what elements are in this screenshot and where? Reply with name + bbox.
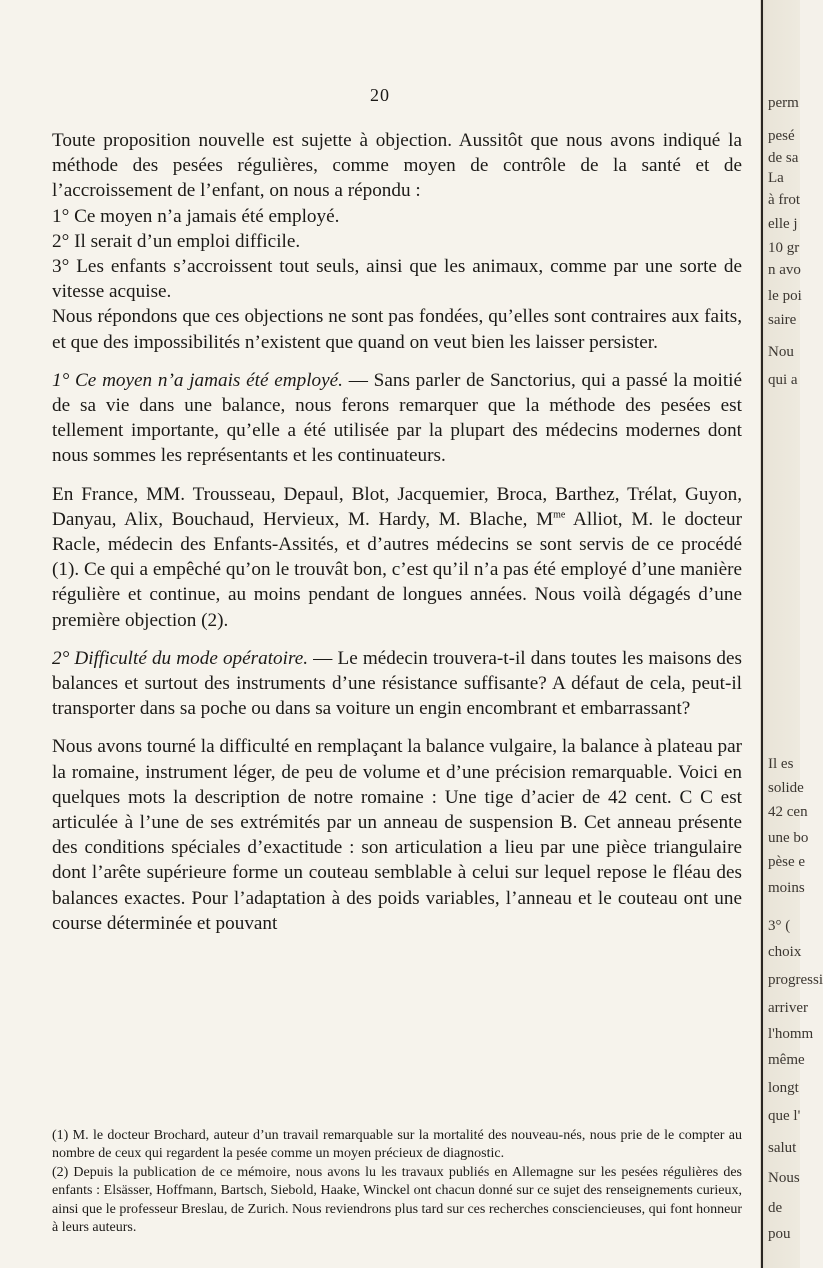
gutter-fragment: solide [768, 780, 804, 796]
gutter-fragment: 10 gr [768, 240, 800, 256]
france-text-a: En France, MM. Trousseau, Depaul, Blot, Jacquemier, Broca, Barthez, Trélat, Guyon, Danyau, Alix, Bouchaud, Hervieux, M. Hardy, M. Blache, M [52, 483, 742, 530]
gutter-fragment: arriver [768, 1000, 808, 1016]
gutter-fragment: La [768, 170, 784, 186]
gutter-fragment: une bo [768, 830, 809, 846]
footnotes [52, 1127, 742, 1237]
gutter-fragment: même [768, 1052, 805, 1068]
france-paragraph [52, 482, 742, 633]
gutter-fragment: Nou [768, 344, 794, 360]
gutter-fragment: de [768, 1200, 783, 1216]
gutter-fragment: elle j [768, 216, 798, 232]
intro-paragraph: Toute proposition nouvelle est sujette à objection. Aussitôt que nous avons indiqué la méthode des pesées régulières, comme moyen de contrôle de la santé et de l’accroissement de l’enfant, on nous a répondu : [52, 130, 742, 202]
gutter-fragment: saire [768, 312, 797, 328]
section-1-heading: 1° Ce moyen n’a jamais été employé. [52, 369, 343, 391]
gutter-fragment: Il es [768, 756, 794, 772]
objection-1: 1° Ce moyen n’a jamais été employé. [52, 205, 340, 227]
gutter-fragment: que l' [768, 1108, 801, 1124]
section-2-heading: 2° Difficulté du mode opératoire. [52, 647, 309, 669]
gutter-fragment: n avo [768, 262, 801, 278]
gutter-fragment: Nous [768, 1170, 800, 1186]
adjacent-page-edge [760, 0, 823, 1268]
gutter-fragment: longt [768, 1080, 799, 1096]
page-number: 20 [370, 85, 390, 105]
gutter-fragment: 42 cen [768, 804, 808, 820]
gutter-fragment: salut [768, 1140, 797, 1156]
france-superscript: me [553, 509, 566, 521]
france-text-b: Alliot, M. le docteur Racle, médecin des Enfants-Assités, et d’autres médecins se sont servis de ce procédé (1). Ce qui a empêché qu’on le trouvât bon, c’est qu’il n’a pas été employé d’une manière régulière et continue, au moins pendant de longues années. Nous voilà dégagés d’une première objection (2). [52, 508, 742, 631]
binding-line [761, 0, 763, 1268]
footnote-1: (1) M. le docteur Brochard, auteur d’un travail remarquable sur la mortalité des nouveau-nés, nous prie de le compter au nombre de ceux qui regardent la pesée comme un moyen précieux de diagnostic. [52, 1128, 742, 1162]
gutter-fragment: pesé [768, 128, 795, 144]
gutter-fragment: l'homm [768, 1026, 814, 1042]
objection-3: 3° Les enfants s’accroissent tout seuls, ainsi que les animaux, comme par une sorte de vitesse acquise. [52, 256, 742, 303]
objection-2: 2° Il serait d’un emploi difficile. [52, 230, 301, 252]
section-1-paragraph [52, 368, 742, 469]
gutter-fragment: 3° ( [768, 918, 791, 934]
gutter-fragment: pou [768, 1226, 791, 1242]
reply-paragraph: Nous répondons que ces objections ne sont pas fondées, qu’elles sont contraires aux faits, et que des impossibilités n’existent que quand on veut bien les laisser persister. [52, 306, 742, 353]
gutter-fragment: qui a [768, 372, 798, 388]
footnote-2: (2) Depuis la publication de ce mémoire, nous avons lu les travaux publiés en Allemagne sur les pesées régulières des enfants : Elsässer, Hoffmann, Bartsch, Siebold, Haake, Winckel ont chacun donné sur ce sujet des renseignements curieux, ainsi que le professeur Breslau, de Zurich. Nous reviendrons plus tard sur ces recherches consciencieuses, qui font honneur à leurs auteurs. [52, 1164, 742, 1236]
body-text [52, 128, 742, 936]
section-2-text: — Le médecin trouvera-t-il dans toutes les maisons des balances et surtout des instruments d’une résistance suffisante? A défaut de cela, peut-il transporter dans sa poche ou dans sa voiture un engin encombrant et embarrassant? [52, 647, 742, 720]
section-2-paragraph [52, 646, 742, 722]
romaine-paragraph: Nous avons tourné la difficulté en remplaçant la balance vulgaire, la balance à plateau par la romaine, instrument léger, de peu de volume et d’une précision remarquable. Voici en quelques mots la description de notre romaine : Une tige d’acier de 42 cent. C C est articulée à l’une de ses extrémités par un anneau de suspension B. Cet anneau présente des conditions spéciales d’exactitude : son articulation a lieu par une pièce triangulaire dont l’arête supérieure forme un couteau semblable à celui sur lequel repose le fléau des balances exactes. Pour l’adaptation à des poids variables, l’anneau et le couteau ont une course déterminée et pouvant [52, 736, 742, 934]
gutter-fragment: choix [768, 944, 802, 960]
section-1-text: — Sans parler de Sanctorius, qui a passé la moitié de sa vie dans une balance, nous ferons remarquer que la méthode des pesées est tellement importante, qu’elle a été utilisée par la plupart des médecins modernes dont nous sommes les représentants et les continuateurs. [52, 369, 742, 467]
gutter-fragment: à frot [768, 192, 801, 208]
gutter-fragment: perm [768, 95, 799, 111]
gutter-fragment: moins [768, 880, 805, 896]
gutter-fragment: pèse e [768, 854, 806, 870]
gutter-fragment: progressi [768, 972, 823, 988]
gutter-fragment: le poi [768, 288, 802, 304]
gutter-fragment: de sa [768, 150, 799, 166]
